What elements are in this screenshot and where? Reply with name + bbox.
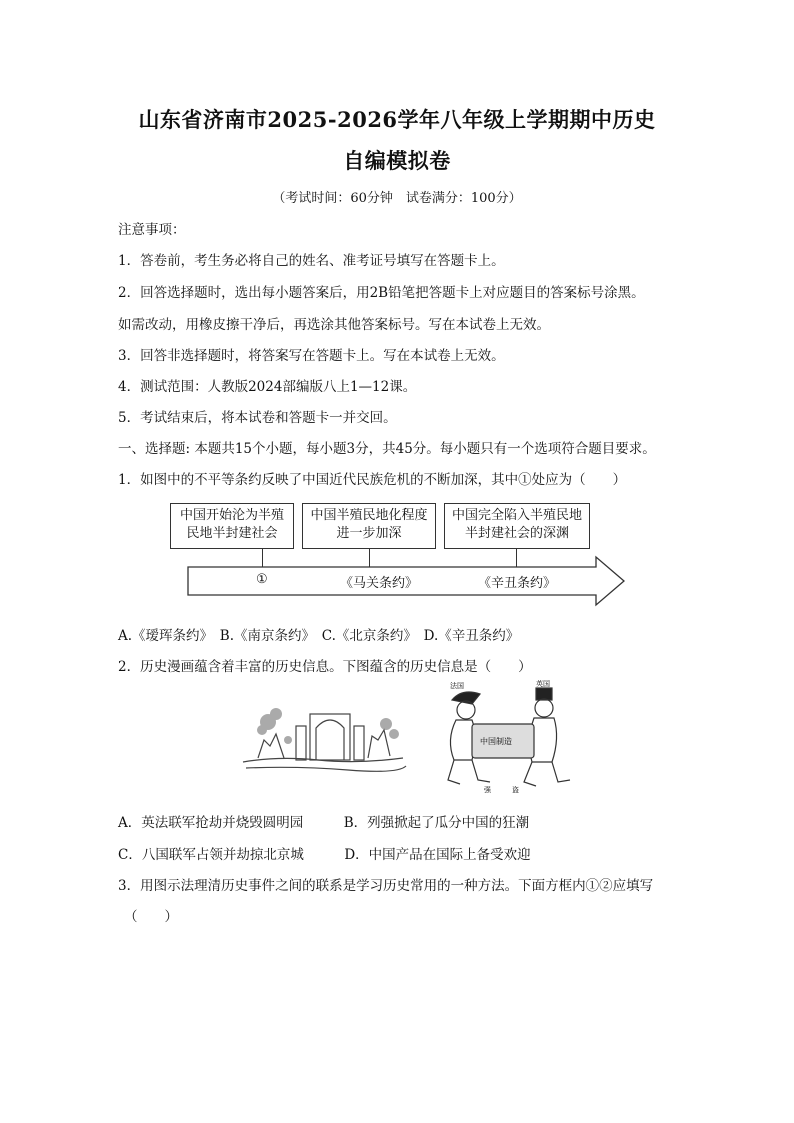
exam-info: （考试时间：60分钟 试卷满分：100分）: [272, 191, 522, 206]
q1-box-1-line1: 中国开始沦为半殖: [179, 508, 284, 523]
ruins-illustration: [238, 700, 408, 780]
question-3-stem: 3．用图示法理清历史事件之间的联系是学习历史常用的一种方法。下面方框内①②应填写: [118, 878, 654, 894]
q1-box-3-line1: 中国完全陷入半殖民地: [451, 508, 582, 523]
notes-heading: 注意事项：: [118, 222, 186, 238]
note-item-3: 3．回答非选择题时，将答案写在答题卡上。写在本试卷上无效。: [118, 348, 505, 364]
cartoon-illustration: [432, 680, 572, 798]
q1-box-3: [444, 503, 590, 549]
q1-box-1-line2: 民地半封建社会: [186, 526, 278, 541]
cartoon-label-foot-left: 强: [484, 786, 491, 794]
question-2-options-row1: A．英法联军抢劫并烧毁圆明园 B．列强掀起了瓜分中国的狂潮: [118, 815, 530, 831]
note-item-1: 1．答卷前，考生务必将自己的姓名、准考证号填写在答题卡上。: [118, 253, 505, 269]
q1-box-1: [170, 503, 294, 549]
question-1-stem: 1．如图中的不平等条约反映了中国近代民族危机的不断加深，其中①处应为（ ）: [118, 472, 627, 488]
question-3-answer-bracket: （ ）: [124, 909, 178, 925]
q1-box-3-line2: 半封建社会的深渊: [464, 526, 569, 541]
note-item-2-cont: 如需改动，用橡皮擦干净后，再选涂其他答案标号。写在本试卷上无效。: [118, 317, 550, 333]
exam-title-line1: 山东省济南市2025-2026学年八年级上学期期中历史: [138, 107, 656, 132]
cartoon-label-france: 法国: [450, 682, 464, 690]
exam-title-line2: 自编模拟卷: [343, 148, 451, 173]
q1-box-2-line1: 中国半殖民地化程度: [310, 508, 428, 523]
note-item-2: 2．回答选择题时，选出每小题答案后，用2B铅笔把答题卡上对应题目的答案标号涂黑。: [118, 285, 645, 301]
section-1-heading: 一、选择题: 本题共15个小题，每小题3分，共45分。每小题只有一个选项符合题目要求。: [118, 441, 656, 457]
cartoon-label-chest: 中国制造: [480, 737, 512, 746]
q1-box-2: [302, 503, 436, 549]
question-2-options-row2: C．八国联军占领并劫掠北京城 D．中国产品在国际上备受欢迎: [118, 847, 531, 863]
question-1-options: A.《瑷珲条约》 B.《南京条约》 C.《北京条约》 D.《辛丑条约》: [118, 628, 520, 644]
q1-arrow-label-2: 《马关条约》: [340, 576, 419, 591]
q1-arrow-label-3: 《辛丑条约》: [478, 576, 557, 591]
q1-arrow-label-1: ①: [256, 572, 268, 587]
note-item-5: 5．考试结束后，将本试卷和答题卡一并交回。: [118, 410, 397, 426]
q1-box-2-line2: 进一步加深: [336, 526, 402, 541]
cartoon-label-foot-right: 盗: [512, 786, 519, 794]
question-2-stem: 2．历史漫画蕴含着丰富的历史信息。下图蕴含的历史信息是（ ）: [118, 659, 532, 675]
note-item-4: 4．测试范围：人教版2024部编版八上1—12课。: [118, 379, 417, 395]
cartoon-label-britain: 英国: [536, 680, 550, 688]
